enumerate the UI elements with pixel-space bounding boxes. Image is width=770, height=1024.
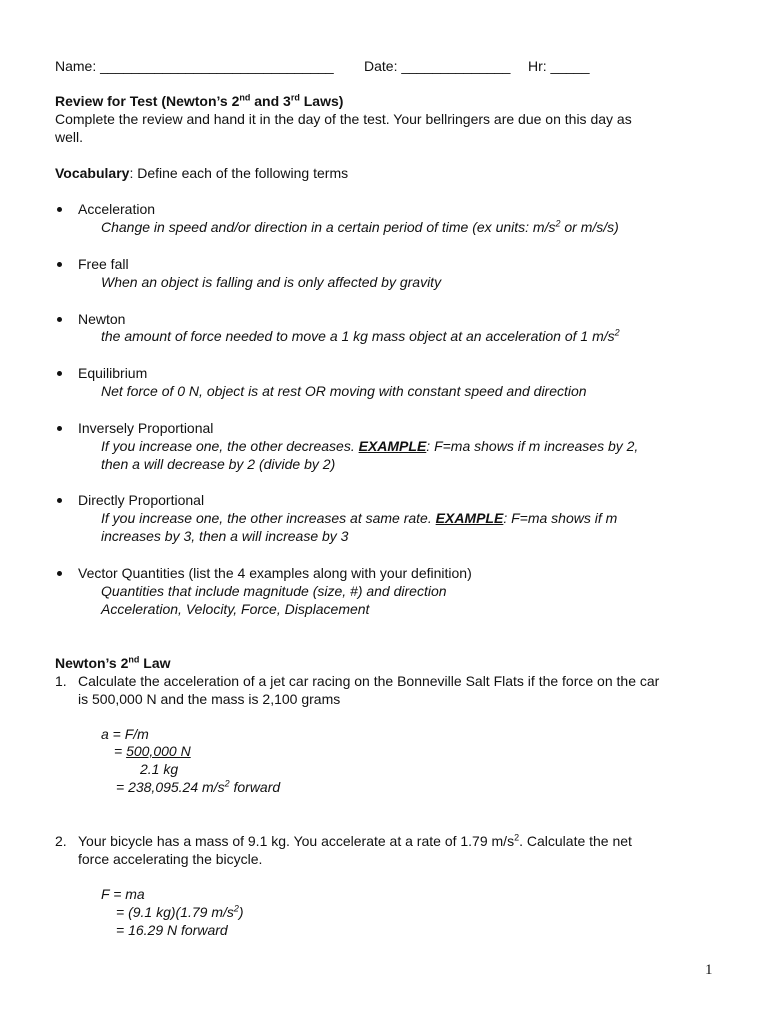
question-text-line-2: is 500,000 N and the mass is 2,100 grams (78, 691, 341, 707)
work-step: = (9.1 kg)(1.79 $m/s^2$) (116, 903, 244, 920)
page-number: 1 (705, 962, 713, 978)
question-text: Calculate the acceleration of a jet car racing on the Bonneville Salt Flats if the force on the car (78, 673, 660, 689)
bullet-icon (57, 498, 62, 503)
work-step: 2.1 kg (140, 761, 179, 777)
vocab-term: Inversely Proportional (78, 420, 214, 436)
intro-line-2: well. (55, 129, 84, 145)
vocab-definition-line-2: then a will decrease by 2 (divide by 2) (101, 456, 336, 472)
bullet-icon (57, 207, 62, 212)
work-step: a = F/m (101, 726, 149, 742)
question-number: 2. (55, 833, 67, 849)
section-heading: Newton’s 2nd Law (55, 654, 171, 671)
date-field: Date: ______________ (364, 58, 511, 74)
bullet-icon (57, 317, 62, 322)
bullet-icon (57, 426, 62, 431)
vocab-term: Free fall (78, 256, 129, 272)
question-text-line-2: force accelerating the bicycle. (78, 851, 263, 867)
vocab-definition-line-2: increases by 3, then a will increase by 3 (101, 528, 349, 544)
vocab-definition-line-2: Acceleration, Velocity, Force, Displacement (101, 601, 370, 617)
intro-line-1: Complete the review and hand it in the day of the test. Your bellringers are due on this day as (55, 111, 632, 127)
vocab-definition: If you increase one, the other increases at same rate. EXAMPLE: F=ma shows if m (101, 510, 618, 526)
work-step: = 238,095.24 $m/s^2$ forward (116, 778, 281, 795)
vocabulary-heading: Vocabulary: Define each of the following terms (55, 165, 349, 181)
name-field: Name: ______________________________ (55, 58, 334, 74)
vocab-definition: When an object is falling and is only affected by gravity (101, 274, 442, 290)
bullet-icon (57, 262, 62, 267)
example-label: EXAMPLE (358, 438, 427, 454)
example-label: EXAMPLE (435, 510, 504, 526)
bullet-icon (57, 371, 62, 376)
vocab-term: Vector Quantities (list the 4 examples along with your definition) (78, 565, 472, 581)
vocab-term: Equilibrium (78, 365, 148, 381)
work-step: = 16.29 N forward (116, 922, 228, 938)
vocab-term: Acceleration (78, 201, 156, 217)
question-number: 1. (55, 673, 67, 689)
vocab-definition: If you increase one, the other decreases. EXAMPLE: F=ma shows if m increases by 2, (101, 438, 639, 454)
vocab-definition: Change in speed and/or direction in a certain period of time (ex units: $m/s^2$ or m/s/s) (101, 218, 619, 235)
page-title: Review for Test (Newton’s 2nd and 3rd Laws) (55, 92, 344, 109)
vocab-definition: Quantities that include magnitude (size, #) and direction (101, 583, 447, 599)
bullet-icon (57, 571, 62, 576)
vocab-term: Directly Proportional (78, 492, 205, 508)
hour-field: Hr: _____ (528, 58, 590, 74)
vocab-definition: the amount of force needed to move a 1 kg mass object at an acceleration of 1 $m/s^2$ (101, 327, 620, 344)
question-text: Your bicycle has a mass of 9.1 kg. You accelerate at a rate of 1.79 $m/s^2$. Calculate the net (78, 832, 632, 849)
work-step: F = ma (101, 886, 145, 902)
vocab-definition: Net force of 0 N, object is at rest OR moving with constant speed and direction (101, 383, 587, 399)
work-step: = 500,000 N (114, 743, 191, 759)
vocab-term: Newton (78, 311, 126, 327)
